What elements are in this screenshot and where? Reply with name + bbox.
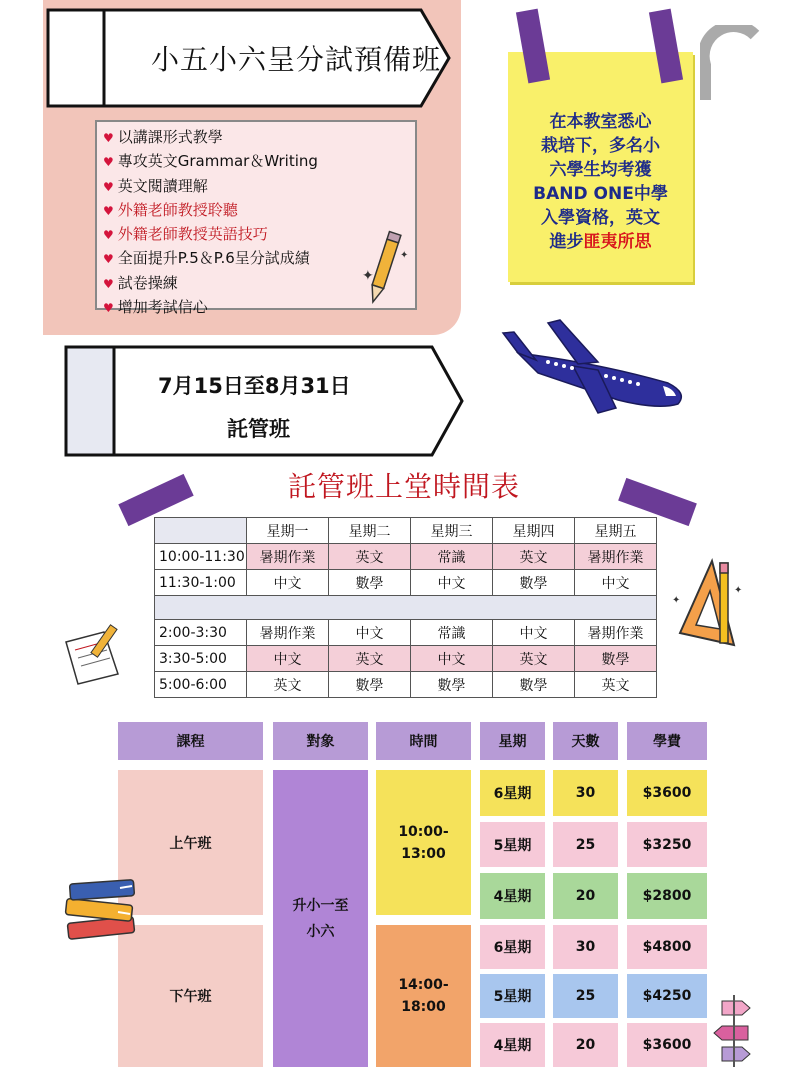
fee-header: 天數 — [553, 722, 618, 760]
sticky-last-prefix: 進步 — [549, 232, 584, 252]
days-cell: 20 — [553, 1023, 618, 1067]
fee-cell: $3600 — [627, 1023, 707, 1067]
timetable-corner — [155, 518, 247, 544]
pm-class-label: 下午班 — [118, 925, 263, 1067]
weeks-cell: 4星期 — [480, 873, 545, 919]
subject-cell: 常識 — [411, 620, 493, 646]
fee-header: 時間 — [376, 722, 471, 760]
feature-item — [103, 199, 318, 223]
timetable — [154, 517, 657, 698]
sticky-line: 栽培下，多名小 — [541, 136, 660, 156]
heart-icon: ♥ — [103, 155, 114, 170]
am-time: 10:00- 13:00 — [376, 770, 471, 915]
course-title: 小五小六呈分試預備班 — [151, 43, 442, 76]
subject-cell: 暑期作業 — [575, 544, 657, 570]
weeks-cell: 4星期 — [480, 1023, 545, 1067]
target-grade: 升小一至小六 — [273, 770, 368, 1067]
feature-text: 試卷操練 — [117, 273, 178, 292]
subject-cell: 英文 — [493, 646, 575, 672]
fee-header: 課程 — [118, 722, 263, 760]
subject-cell: 常識 — [411, 544, 493, 570]
heart-icon: ♥ — [103, 228, 114, 243]
day-header: 星期四 — [493, 518, 575, 544]
subject-cell: 中文 — [411, 570, 493, 596]
daycare-label: 託管班 — [227, 417, 290, 441]
time-slot: 2:00-3:30 — [155, 620, 247, 646]
arrow-signs-icon — [712, 995, 752, 1067]
fee-cell: $4250 — [627, 974, 707, 1018]
feature-item — [103, 296, 318, 320]
feature-item — [103, 247, 318, 271]
days-cell: 30 — [553, 770, 618, 816]
feature-text: 英文閱讀理解 — [117, 176, 208, 195]
weeks-cell: 6星期 — [480, 925, 545, 969]
feature-text: 增加考試信心 — [117, 298, 208, 317]
am-class-label: 上午班 — [118, 770, 263, 915]
subject-cell: 中文 — [411, 646, 493, 672]
sticky-line: 在本教室悉心 — [549, 112, 652, 132]
subject-cell: 英文 — [247, 672, 329, 698]
subject-cell: 暑期作業 — [575, 620, 657, 646]
feature-text: 以講課形式教學 — [117, 128, 223, 146]
subject-cell: 暑期作業 — [247, 544, 329, 570]
subject-cell: 中文 — [575, 570, 657, 596]
day-header: 星期三 — [411, 518, 493, 544]
subject-cell: 中文 — [247, 570, 329, 596]
sticky-highlight: 匪夷所思 — [583, 232, 652, 252]
feature-text: 專攻英文Grammar＆Writing — [117, 152, 318, 171]
weeks-cell: 5星期 — [480, 974, 545, 1018]
days-cell: 25 — [553, 974, 618, 1018]
heart-icon: ♥ — [103, 203, 114, 218]
fee-cell: $2800 — [627, 873, 707, 919]
time-slot: 3:30-5:00 — [155, 646, 247, 672]
timetable-row — [155, 646, 657, 672]
subject-cell: 數學 — [329, 570, 411, 596]
feature-list — [103, 126, 318, 320]
time-slot: 10:00-11:30 — [155, 544, 247, 570]
pencil-icon — [360, 228, 410, 310]
svg-text:✦: ✦ — [400, 250, 409, 261]
subject-cell: 中文 — [493, 620, 575, 646]
weeks-cell: 6星期 — [480, 770, 545, 816]
fee-header: 星期 — [480, 722, 545, 760]
feature-item — [103, 272, 318, 296]
svg-text:✦: ✦ — [672, 595, 681, 606]
days-cell: 25 — [553, 822, 618, 867]
timetable-body — [155, 544, 657, 698]
heart-icon: ♥ — [103, 276, 114, 291]
fee-header: 學費 — [627, 722, 707, 760]
subject-cell: 暑期作業 — [247, 620, 329, 646]
subject-cell: 數學 — [575, 646, 657, 672]
subject-cell: 英文 — [329, 544, 411, 570]
course-title-banner — [46, 8, 451, 108]
timetable-row — [155, 570, 657, 596]
note-pad-icon — [60, 622, 125, 687]
subject-cell: 數學 — [493, 672, 575, 698]
subject-cell: 英文 — [329, 646, 411, 672]
timetable-row — [155, 672, 657, 698]
subject-cell: 英文 — [493, 544, 575, 570]
fee-cell: $3250 — [627, 822, 707, 867]
feature-text: 外籍老師教授聆聽 — [117, 200, 238, 219]
schedule-title: 託管班上堂時間表 — [288, 470, 521, 503]
lunch-break-row — [155, 596, 657, 620]
time-slot: 5:00-6:00 — [155, 672, 247, 698]
heart-icon: ♥ — [103, 179, 114, 194]
subject-cell: 中文 — [329, 620, 411, 646]
timetable-row — [155, 620, 657, 646]
heart-icon: ♥ — [103, 252, 114, 267]
feature-item — [103, 175, 318, 199]
subject-cell: 數學 — [411, 672, 493, 698]
airplane-icon — [498, 318, 693, 418]
sticky-line: 六學生均考獲 — [549, 160, 652, 180]
days-cell: 30 — [553, 925, 618, 969]
day-header: 星期一 — [247, 518, 329, 544]
ruler-triangle-icon — [672, 553, 747, 653]
subject-cell: 英文 — [575, 672, 657, 698]
sticky-line: BAND ONE中學 — [533, 184, 668, 204]
sticky-text — [508, 110, 693, 254]
timetable-row — [155, 544, 657, 570]
lunch-break-cell — [155, 596, 657, 620]
day-header: 星期五 — [575, 518, 657, 544]
sticky-line: 入學資格，英文 — [541, 208, 660, 228]
feature-item — [103, 223, 318, 247]
subject-cell: 數學 — [493, 570, 575, 596]
days-cell: 20 — [553, 873, 618, 919]
subject-cell: 數學 — [329, 672, 411, 698]
svg-text:✦: ✦ — [734, 585, 743, 596]
fee-header: 對象 — [273, 722, 368, 760]
sparkle-icon: ✦ — [362, 268, 374, 284]
sticky-line-last — [508, 230, 693, 254]
weeks-cell: 5星期 — [480, 822, 545, 867]
subject-cell: 中文 — [247, 646, 329, 672]
pm-time: 14:00- 18:00 — [376, 925, 471, 1067]
page-curl-icon — [700, 25, 760, 105]
feature-item — [103, 126, 318, 150]
fee-cell: $4800 — [627, 925, 707, 969]
fee-cell: $3600 — [627, 770, 707, 816]
feature-item — [103, 150, 318, 174]
heart-icon: ♥ — [103, 131, 114, 145]
feature-text: 全面提升P.5＆P.6呈分試成績 — [117, 249, 310, 268]
date-range: 7月15日至8月31日 — [158, 374, 351, 398]
feature-text: 外籍老師教授英語技巧 — [117, 225, 268, 244]
heart-icon: ♥ — [103, 301, 114, 316]
books-icon — [60, 868, 142, 948]
day-header: 星期二 — [329, 518, 411, 544]
time-slot: 11:30-1:00 — [155, 570, 247, 596]
